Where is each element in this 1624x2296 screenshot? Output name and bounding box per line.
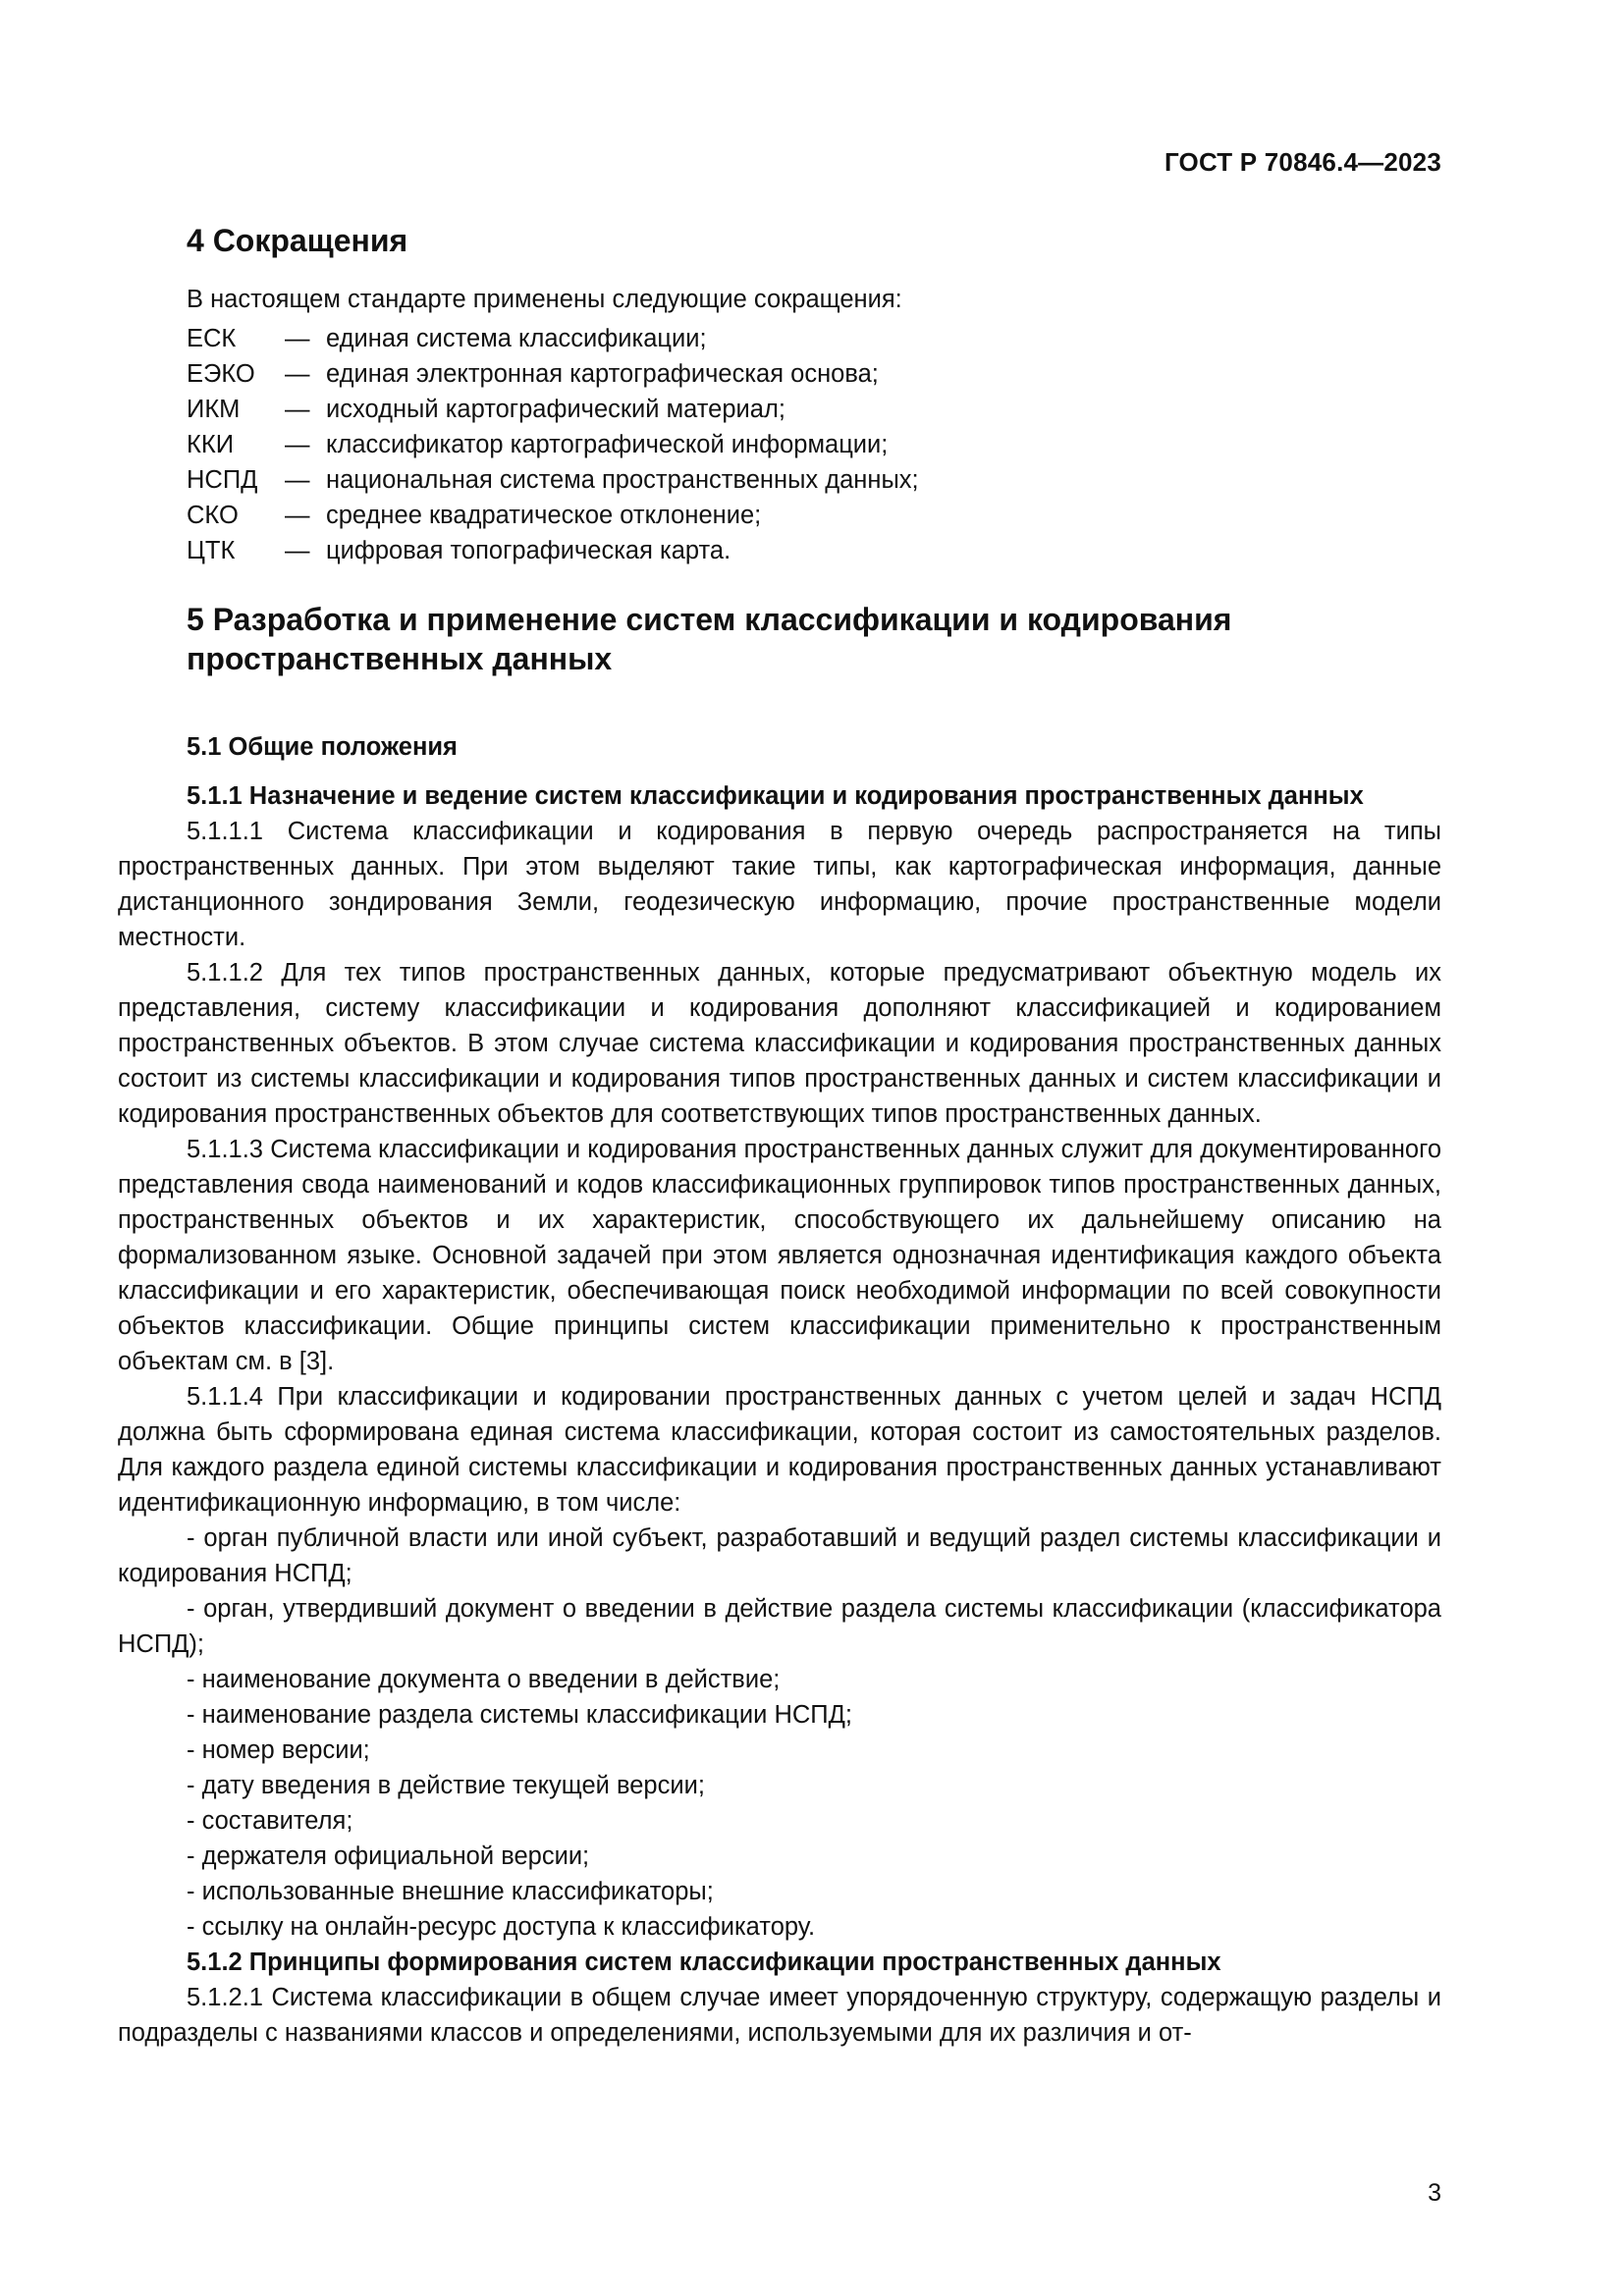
abbreviation-dash: — — [285, 325, 310, 352]
list-item: - номер версии; — [187, 1736, 370, 1764]
abbreviation-definition: единая электронная картографическая основа; — [326, 360, 879, 388]
subsection-5-1-title: 5.1 Общие положения — [187, 733, 458, 761]
abbreviation-dash: — — [285, 502, 310, 529]
section-5-title: 5 Разработка и применение систем классификации и кодирования пространственных данных — [187, 602, 1232, 676]
abbreviation-term: ЕСК — [187, 325, 237, 352]
abbreviation-term: СКО — [187, 502, 239, 529]
abbreviation-dash: — — [285, 396, 310, 423]
subsection-5-1-1-title: 5.1.1 Назначение и ведение систем классификации и кодирования пространственных данных — [187, 782, 1364, 810]
abbreviation-definition: классификатор картографической информации; — [326, 431, 889, 458]
paragraph-5-1-1-3: 5.1.1.3 Система классификации и кодирования пространственных данных служит для документированного представления свода наименований и кодов классификационных группировок типов пространственных данных, пространственных объектов и их характеристик, способствующего их дальнейшему описанию на формализованном языке. Основной задачей при этом является однозначная идентификация каждого объекта классификации и его характеристик, обеспечивающая поиск необходимой информации по всей совокупности объектов классификации. Общие принципы систем классификации применительно к пространственным объектам см. в [3]. — [118, 1136, 1441, 1375]
abbreviation-row — [187, 462, 1441, 498]
abbreviation-definition: национальная система пространственных данных; — [326, 466, 919, 494]
abbreviation-row — [187, 356, 1441, 392]
list-item: - наименование документа о введении в действие; — [187, 1666, 781, 1693]
list-item: - держателя официальной версии; — [187, 1842, 590, 1870]
abbreviation-row — [187, 427, 1441, 462]
abbreviation-definition: среднее квадратическое отклонение; — [326, 502, 762, 529]
paragraph-5-1-1-4: 5.1.1.4 При классификации и кодировании пространственных данных с учетом целей и задач НСПД должна быть сформирована единая система классификации, которая состоит из самостоятельных разделов. Для каждого раздела единой системы классификации и кодирования пространственных данных устанавливают идентификационную информацию, в том числе: — [118, 1383, 1441, 1517]
document-header-id: ГОСТ Р 70846.4—2023 — [1164, 147, 1441, 177]
abbreviation-term: ИКМ — [187, 396, 241, 423]
paragraph-5-1-1-1: 5.1.1.1 Система классификации и кодирования в первую очередь распространяется на типы пространственных данных. При этом выделяют такие типы, как картографическая информация, данные дистанционного зондирования Земли, геодезическую информацию, прочие пространственные модели местности. — [118, 818, 1441, 951]
abbreviations-intro: В настоящем стандарте применены следующие сокращения: — [187, 286, 902, 313]
paragraph-5-1-1-2: 5.1.1.2 Для тех типов пространственных данных, которые предусматривают объектную модель их представления, систему классификации и кодирования дополняют классификацией и кодированием пространственных объектов. В этом случае система классификации и кодирования пространственных данных состоит из системы классификации и кодирования типов пространственных данных и систем классификации и кодирования пространственных объектов для соответствующих типов пространственных данных. — [118, 959, 1441, 1128]
abbreviation-term: ККИ — [187, 431, 235, 458]
list-item: - ссылку на онлайн-ресурс доступа к классификатору. — [187, 1913, 816, 1941]
abbreviation-row — [187, 533, 1441, 568]
list-item: - использованные внешние классификаторы; — [187, 1878, 714, 1905]
list-item: - орган публичной власти или иной субъект, разработавший и ведущий раздел системы классификации и кодирования НСПД; — [118, 1524, 1441, 1587]
abbreviation-definition: исходный картографический материал; — [326, 396, 785, 423]
page-number: 3 — [1428, 2179, 1441, 2207]
abbreviation-dash: — — [285, 466, 310, 494]
abbreviation-dash: — — [285, 360, 310, 388]
section-4-title: 4 Сокращения — [187, 223, 408, 258]
list-item: - орган, утвердивший документ о введении в действие раздела системы классификации (классификатора НСПД); — [118, 1595, 1441, 1658]
abbreviation-row — [187, 321, 1441, 356]
identification-info-list — [118, 1521, 1441, 1945]
paragraph-5-1-2-1: 5.1.2.1 Система классификации в общем случае имеет упорядоченную структуру, содержащую разделы и подразделы с названиями классов и определениями, используемыми для их различия и от- — [118, 1984, 1441, 2047]
abbreviation-dash: — — [285, 537, 310, 564]
list-item: - наименование раздела системы классификации НСПД; — [187, 1701, 852, 1729]
abbreviation-dash: — — [285, 431, 310, 458]
abbreviation-term: ЦТК — [187, 537, 236, 564]
abbreviation-term: НСПД — [187, 466, 258, 494]
subsection-5-1-2-title: 5.1.2 Принципы формирования систем классификации пространственных данных — [187, 1949, 1221, 1976]
list-item: - дату введения в действие текущей версии; — [187, 1772, 705, 1799]
abbreviation-row — [187, 498, 1441, 533]
page-content — [118, 221, 1441, 2051]
abbreviation-term: ЕЭКО — [187, 360, 255, 388]
abbreviation-definition: единая система классификации; — [326, 325, 707, 352]
abbreviation-definition: цифровая топографическая карта. — [326, 537, 731, 564]
abbreviations-list — [187, 321, 1441, 568]
list-item: - составителя; — [187, 1807, 353, 1835]
abbreviation-row — [187, 392, 1441, 427]
